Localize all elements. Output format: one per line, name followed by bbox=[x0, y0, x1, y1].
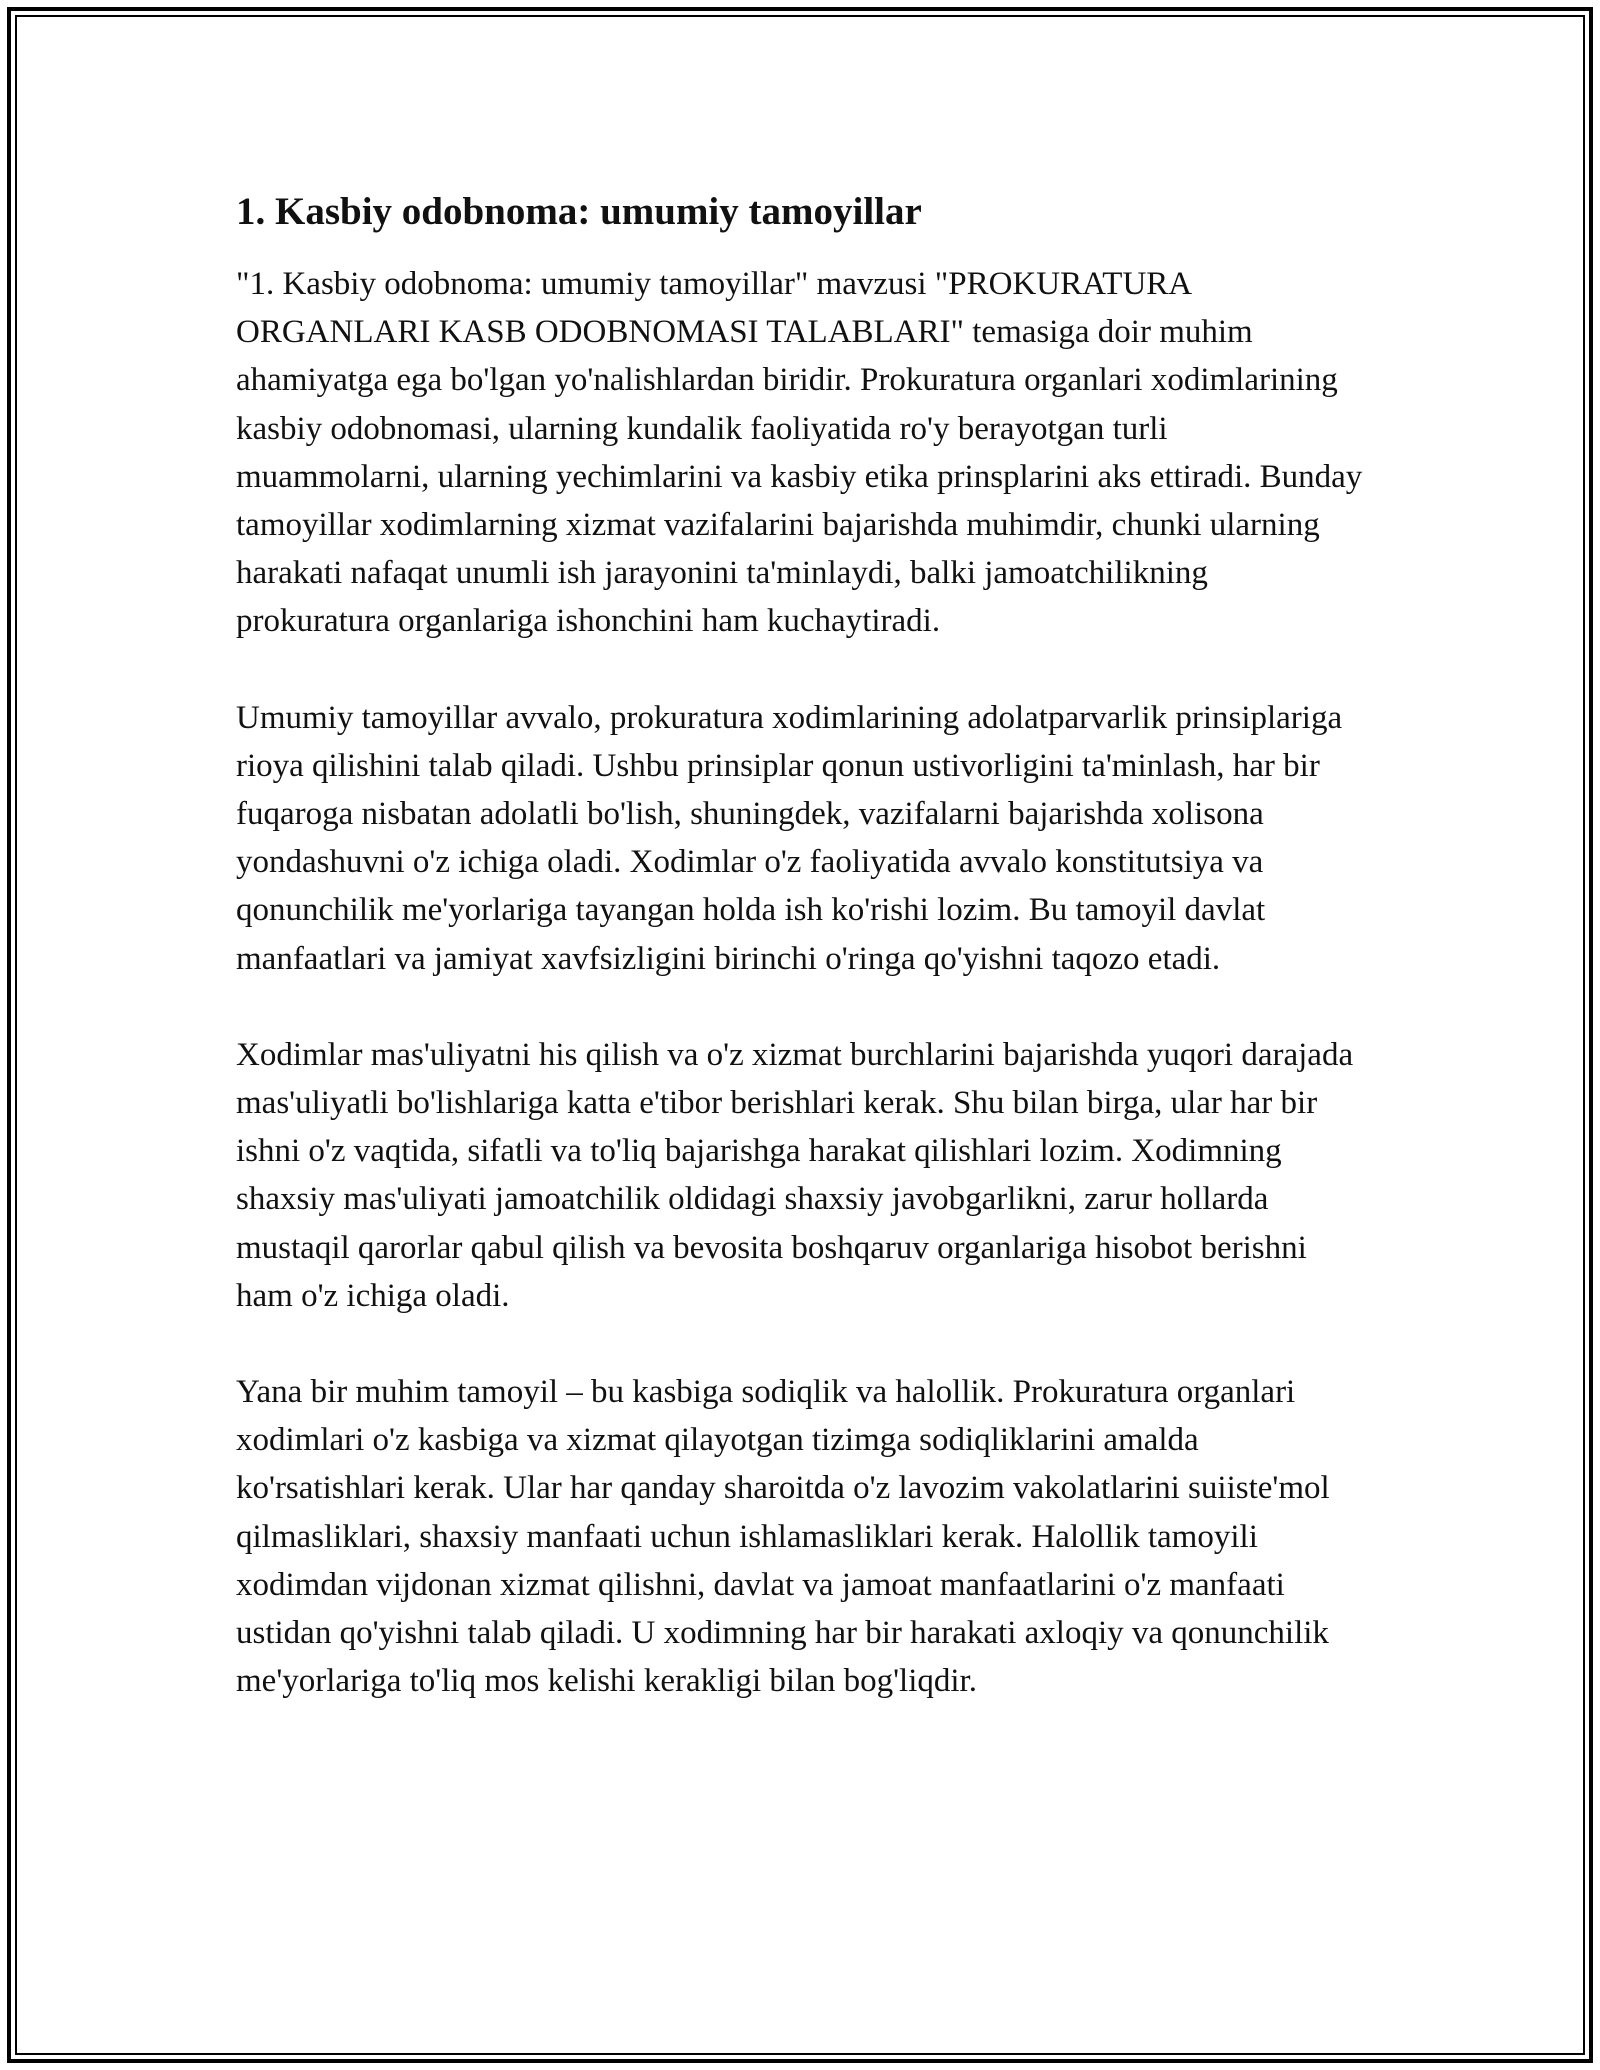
paragraph-3: Xodimlar mas'uliyatni his qilish va o'z xizmat burchlarini bajarishda yuqori darajada mas'uliyatli bo'lishlariga katta e'tibor berishlari kerak. Shu bilan birga, ular har bir ishni o'z vaqtida, sifatli va to'liq bajarishga harakat qilishlari lozim. Xodimning shaxsiy mas'uliyati jamoatchilik oldidagi shaxsiy javobgarlikni, zarur hollarda mustaqil qarorlar qabul qilish va bevosita boshqaruv organlariga hisobot berishni ham o'z ichiga oladi. bbox=[236, 1036, 1354, 1314]
document-body bbox=[236, 186, 1366, 1753]
paragraph-2: Umumiy tamoyillar avvalo, prokuratura xodimlarining adolatparvarlik prinsiplariga rioya qilishini talab qiladi. Ushbu prinsiplar qonun ustivorligini ta'minlash, har bir fuqaroga nisbatan adolatli bo'lish, shuningdek, vazifalarni bajarishda xolisona yondashuvni o'z ichiga oladi. Xodimlar o'z faoliyatida avvalo konstitutsiya va qonunchilik me'yorlariga tayangan holda ish ko'rishi lozim. Bu tamoyil davlat manfaatlari va jamiyat xavfsizligini birinchi o'ringa qo'yishni taqozo etadi. bbox=[236, 699, 1343, 977]
section-title: 1. Kasbiy odobnoma: umumiy tamoyillar bbox=[236, 190, 922, 233]
paragraph-1: "1. Kasbiy odobnoma: umumiy tamoyillar" mavzusi "PROKURATURA ORGANLARI KASB ODOBNOMASI TALABLARI" temasiga doir muhim ahamiyatga ega bo'lgan yo'nalishlardan biridir. Prokuratura organlari xodimlarining kasbiy odobnomasi, ularning kundalik faoliyatida ro'y berayotgan turli muammolarni, ularning yechimlarini va kasbiy etika prinsplarini aks ettiradi. Bunday tamoyillar xodimlarning xizmat vazifalarini bajarishda muhimdir, chunki ularning harakati nafaqat unumli ish jarayonini ta'minlaydi, balki jamoatchilikning prokuratura organlariga ishonchini ham kuchaytiradi. bbox=[236, 266, 1363, 640]
paragraph-4: Yana bir muhim tamoyil – bu kasbiga sodiqlik va halollik. Prokuratura organlari xodimlari o'z kasbiga va xizmat qilayotgan tizimga sodiqliklarini amalda ko'rsatishlari kerak. Ular har qanday sharoitda o'z lavozim vakolatlarini suiiste'mol qilmasliklari, shaxsiy manfaati uchun ishlamasliklari kerak. Halollik tamoyili xodimdan vijdonan xizmat qilishni, davlat va jamoat manfaatlarini o'z manfaati ustidan qo'yishni talab qiladi. U xodimning har bir harakati axloqiy va qonunchilik me'yorlariga to'liq mos kelishi kerakligi bilan bog'liqdir. bbox=[236, 1374, 1330, 1700]
